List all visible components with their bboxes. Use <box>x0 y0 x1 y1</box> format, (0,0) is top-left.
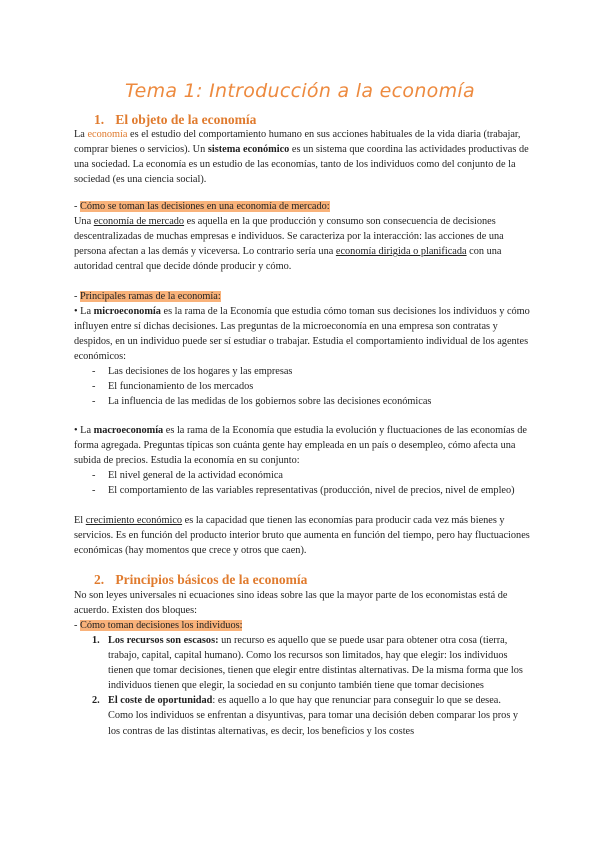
document-title: Tema 1: Introducción a la economía <box>125 80 475 102</box>
term-economia-dirigida: economía dirigida o planificada <box>335 246 467 258</box>
term-economia-de-mercado: economía de mercado <box>93 216 185 227</box>
section-1-title: El objeto de la economía <box>115 112 257 127</box>
subheading-individuos: - Cómo toman decisiones los individuos: <box>74 620 243 631</box>
term-macroeconomia: macroeconomía <box>93 425 164 436</box>
list-item: - El funcionamiento de los mercados <box>92 381 254 393</box>
paragraph-economia-definition: La economía es el estudio del comportamiento humano en sus acciones habituales de la vida diaria (trabajar, comprar bienes o servicios). Un sistema económico es un sistema que coordina las actividades productivas de una sociedad. La economía es un estudio de las economías, tanto de los individuos como del conjunto de la sociedad (es una ciencia social). <box>74 129 529 186</box>
list-item: - Las decisiones de los hogares y las empresas <box>92 366 293 377</box>
highlighted-label: Principales ramas de la economía: <box>80 291 221 302</box>
section-2-number: 2. <box>94 572 105 587</box>
paragraph-principios-intro: No son leyes universales ni ecuaciones sino ideas sobre las que la mayor parte de los economistas está de acuerdo. Existen dos bloques: <box>74 590 508 617</box>
macro-list <box>92 468 532 498</box>
micro-list <box>92 364 532 409</box>
term-microeconomia: microeconomía <box>93 306 161 317</box>
section-1-number: 1. <box>94 112 105 127</box>
highlighted-label: Cómo se toman las decisiones en una economía de mercado: <box>80 201 330 212</box>
list-item: - La influencia de las medidas de los gobiernos sobre las decisiones económicas <box>92 396 432 408</box>
principles-list <box>92 633 532 739</box>
principle-item: 2. El coste de oportunidad: es aquello a lo que hay que renunciar para conseguir lo que se desea. Como los individuos se enfrentan a disyuntivas, para tomar una decisión deben comparar los pros y los contras de las distintas alternativas, es decir, los beneficios y los costes <box>92 695 519 737</box>
section-1-heading <box>94 112 256 128</box>
term-crecimiento-economico: crecimiento económico <box>85 515 183 526</box>
subheading-ramas: - Principales ramas de la economía: <box>74 291 221 302</box>
list-item: - El nivel general de la actividad económica <box>92 470 283 481</box>
list-item: - El comportamiento de las variables representativas (producción, nivel de precios, nivel de empleo) <box>92 485 515 497</box>
subheading-decisiones-mercado: - Cómo se toman las decisiones en una economía de mercado: <box>74 201 330 212</box>
paragraph-economia-mercado: Una economía de mercado es aquella en la que producción y consumo son consecuencia de decisiones descentralizadas de muchas empresas e individuos. Se caracteriza por la interacción: las acciones de una persona afectan a las demás y viceversa. Lo contrario sería una economía dirigida o planificada con una autoridad central que decide dónde producir y cómo. <box>74 216 504 273</box>
section-2-heading <box>94 572 307 588</box>
highlighted-label: Cómo toman decisiones los individuos: <box>80 620 243 631</box>
paragraph-microeconomia: • La microeconomía es la rama de la Economía que estudia cómo toman sus decisiones los individuos y cómo influyen entre sí dichas decisiones. Las preguntas de la microeconomía en una empresa son contratas y despidos, en un individuo puede ser sí estudiar o trabajar. Estudia el comportamiento individual de los agentes económicos: <box>74 306 530 363</box>
section-2-title: Principios básicos de la economía <box>115 572 308 587</box>
term-economia: economía <box>87 129 128 140</box>
term-sistema-economico: sistema económico <box>207 144 290 156</box>
paragraph-macroeconomia: • La macroeconomía es la rama de la Economía que estudia la evolución y fluctuaciones de las economías de forma agregada. Preguntas típicas son cuánta gente hay empleada en un país o desempleo, cómo afecta una subida de precios. Estudia la economía en su conjunto: <box>74 425 527 467</box>
paragraph-crecimiento: El crecimiento económico es la capacidad que tienen las economías para producir cada vez más bienes y servicios. Es en función del producto interior bruto que aumenta en función del tiempo, pero hay fluctuaciones económicas (hay momentos que crece y otros que caen). <box>74 515 530 557</box>
principle-item: 1. Los recursos son escasos: un recurso es aquello que se puede usar para obtener otra cosa (tierra, trabajo, capital, capital humano). Como los recursos son limitados, hay que elegir: los individuos tienen que tomar decisiones, tienen que elegir entre distintas alternativas. De la misma forma que los individuos tienen que elegir, la sociedad en su conjunto también tiene que tomar decisiones <box>92 635 523 692</box>
